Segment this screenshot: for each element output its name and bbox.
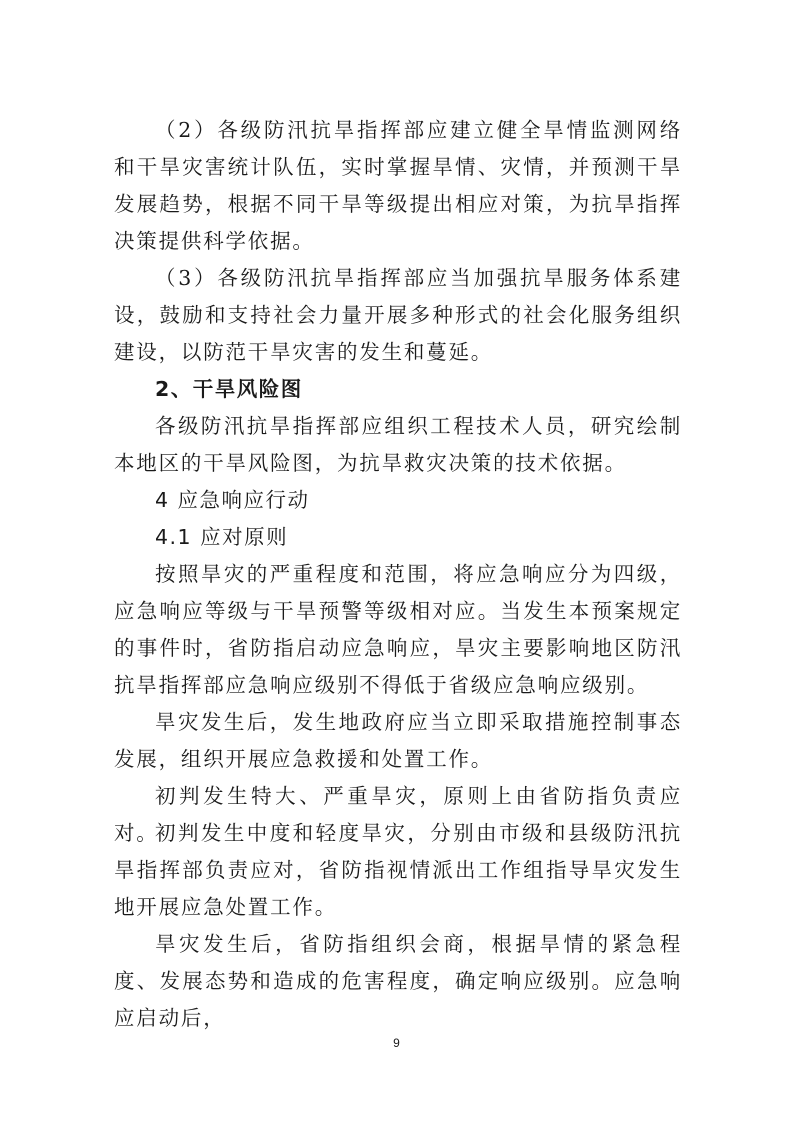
page-number: 9 [393,1036,400,1050]
paragraph-moderate-drought: 初判发生中度和轻度旱灾，分别由市级和县级防汛抗旱指挥部负责应对，省防指视情派出工作组指导旱灾发生地开展应急处置工作。 [114,821,682,919]
paragraph-consultation: 旱灾发生后，省防指组织会商，根据旱情的紧急程度、发展态势和造成的危害程度，确定响应级别。应急响应启动后， [114,932,682,1030]
heading-response-principles: 4.1 应对原则 [155,525,289,549]
paragraph-response-levels: 按照旱灾的严重程度和范围，将应急响应分为四级，应急响应等级与干旱预警等级相对应。当发生本预案规定的事件时，省防指启动应急响应，旱灾主要影响地区防汛抗旱指挥部应急响应级别不得低于省级应急响应级别。 [114,562,682,697]
heading-drought-risk-map: 2、干旱风险图 [155,377,303,401]
heading-emergency-response: 4 应急响应行动 [155,488,310,512]
paragraph-local-government-action: 旱灾发生后，发生地政府应当立即采取措施控制事态发展，组织开展应急救援和处置工作。 [114,710,682,771]
paragraph-drought-risk-map: 各级防汛抗旱指挥部应组织工程技术人员，研究绘制本地区的干旱风险图，为抗旱救灾决策的技术依据。 [114,414,682,475]
paragraph-severe-drought: 初判发生特大、严重旱灾，原则上由省防指负责应对。 [114,784,682,845]
paragraph-drought-service-system: （3）各级防汛抗旱指挥部应当加强抗旱服务体系建设，鼓励和支持社会力量开展多种形式的社会化服务组织建设，以防范干旱灾害的发生和蔓延。 [114,266,682,364]
paragraph-drought-monitoring: （2）各级防汛抗旱指挥部应建立健全旱情监测网络和干旱灾害统计队伍，实时掌握旱情、灾情，并预测干旱发展趋势，根据不同干旱等级提出相应对策，为抗旱指挥决策提供科学依据。 [114,118,682,253]
